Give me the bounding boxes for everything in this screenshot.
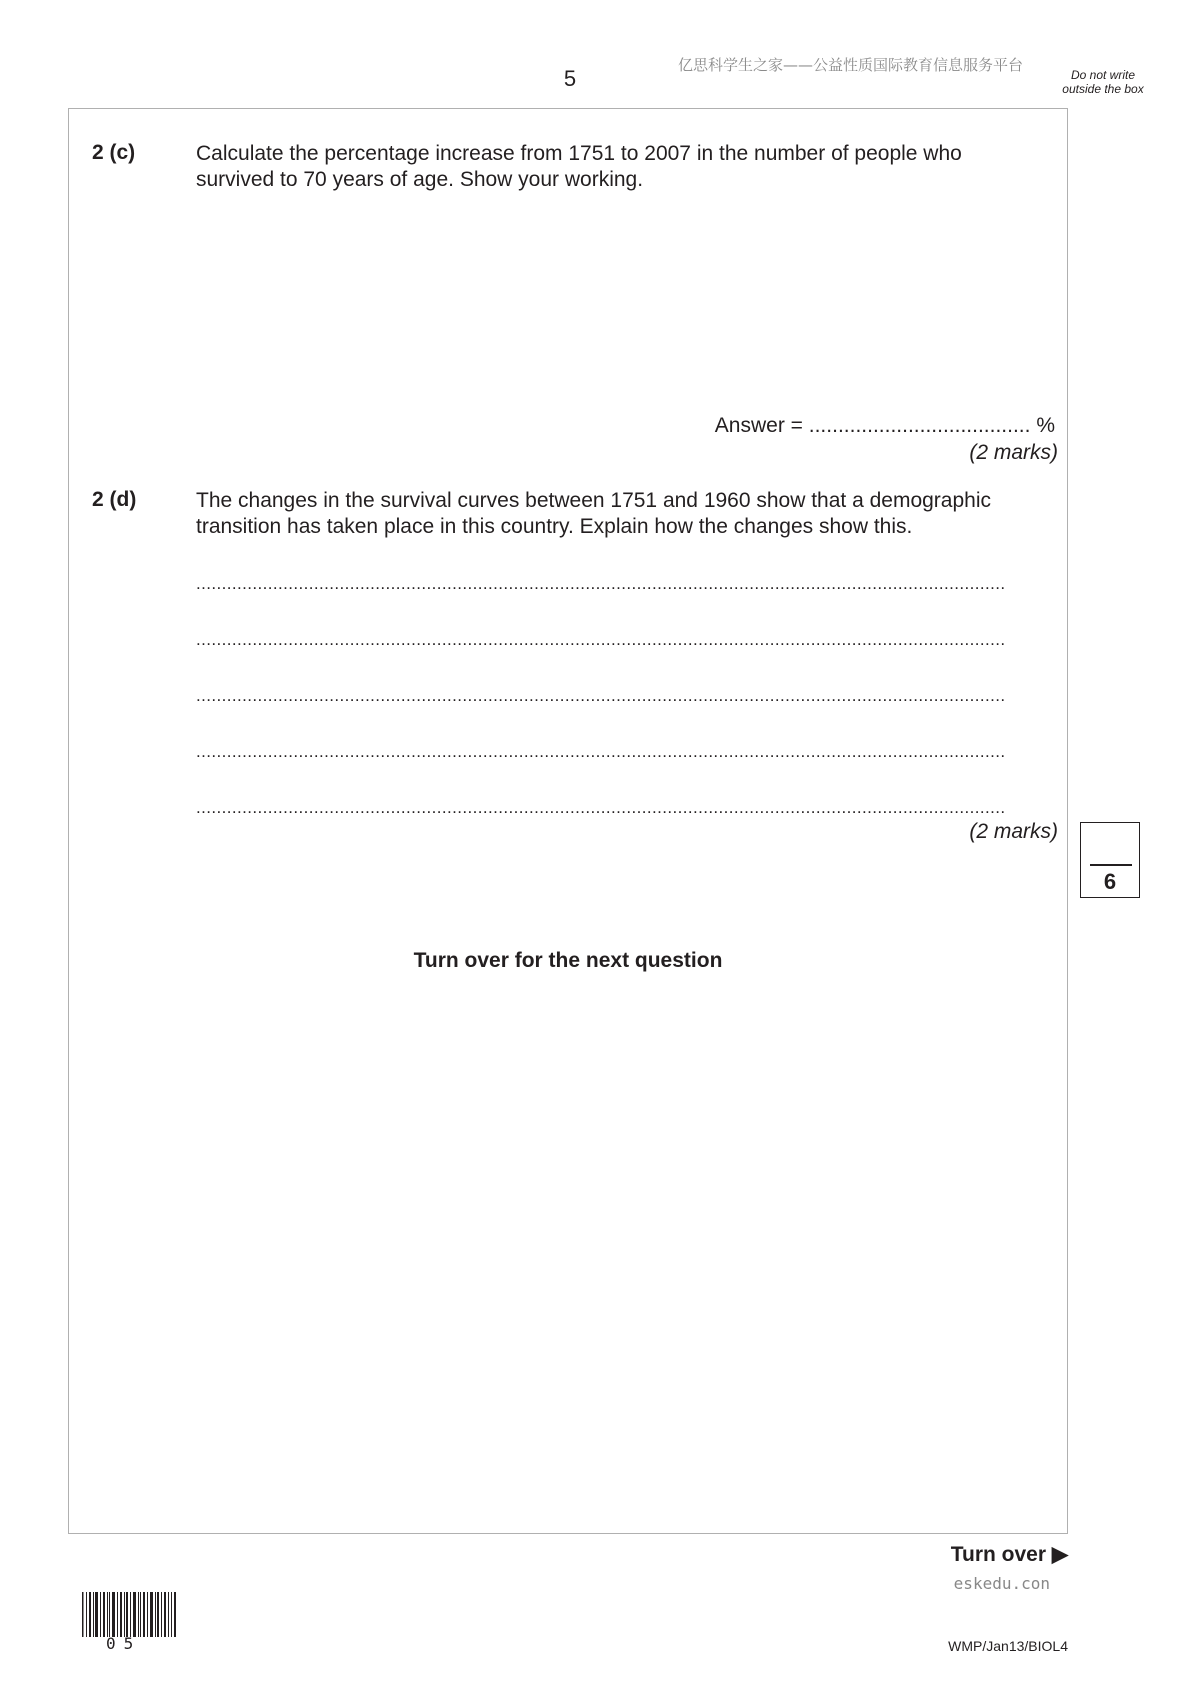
marks-2c: (2 marks): [969, 441, 1058, 464]
answer-label: Answer =: [714, 414, 809, 437]
barcode-image: [82, 1592, 178, 1637]
answer-line-2d-3[interactable]: ..............................................................................................................................................................: [196, 686, 1006, 705]
score-rule: [1090, 864, 1132, 866]
watermark-text: 亿思科学生之家——公益性质国际教育信息服务平台: [678, 56, 1024, 74]
answer-line-2d-5[interactable]: ..............................................................................................................................................................: [196, 798, 1006, 817]
answer-line-2d-4[interactable]: ..............................................................................................................................................................: [196, 742, 1006, 761]
marks-2d: (2 marks): [969, 820, 1058, 843]
answer-unit: %: [1030, 414, 1055, 437]
margin-note: Do not write outside the box: [1062, 68, 1144, 96]
turn-over-label: Turn over ▶: [950, 1543, 1068, 1566]
answer-dots: ......................................: [808, 414, 1031, 437]
score-total: 6: [1103, 869, 1117, 894]
answer-line-2d-1[interactable]: ..............................................................................................................................................................: [196, 574, 1006, 593]
question-2d-text: The changes in the survival curves between 1751 and 1960 show that a demographic transition has taken place in this country. Explain how the changes show this.: [196, 489, 992, 538]
answer-line-2d-2[interactable]: ..............................................................................................................................................................: [196, 630, 1006, 649]
score-box: [1080, 822, 1140, 898]
turn-over-next-question: Turn over for the next question: [413, 949, 723, 972]
answer-line-2c[interactable]: [600, 414, 1055, 438]
site-watermark: eskedu.con: [953, 1574, 1050, 1593]
question-2c-number: 2 (c): [92, 141, 136, 164]
barcode-digits: 05: [106, 1634, 142, 1653]
paper-code: WMP/Jan13/BIOL4: [948, 1638, 1068, 1654]
page-number: 5: [563, 66, 577, 91]
question-2d-number: 2 (d): [92, 488, 137, 511]
question-2c-text: Calculate the percentage increase from 1751 to 2007 in the number of people who survived to 70 years of age. Show your working.: [196, 142, 962, 191]
